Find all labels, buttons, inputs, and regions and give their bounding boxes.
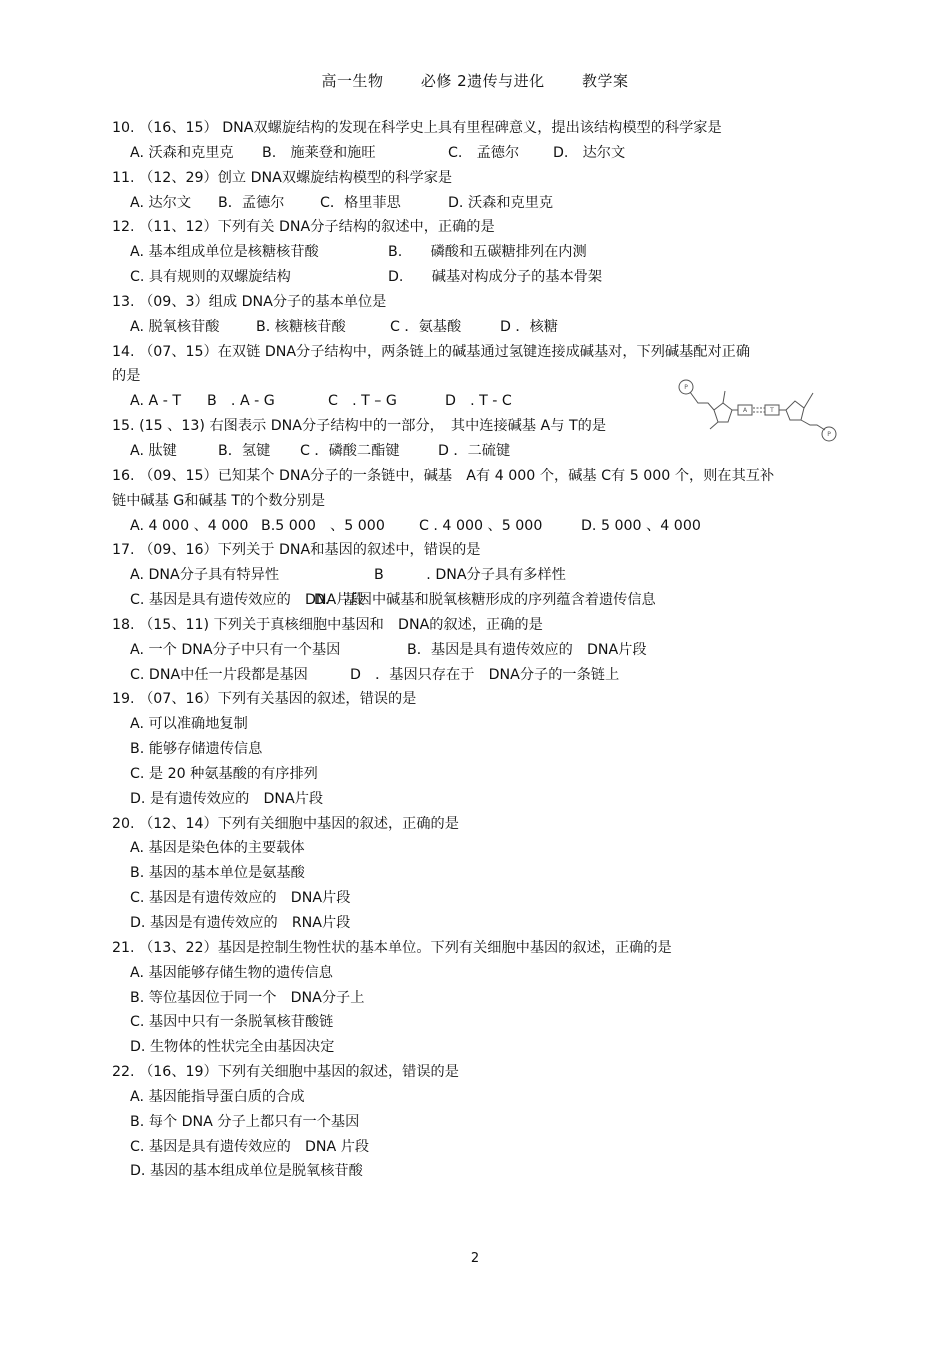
option-row <box>112 986 837 1011</box>
answer-option[interactable]: D. 达尔文 <box>553 144 626 161</box>
sugar-tail-right-top <box>804 393 813 408</box>
question-stem: 12. （11、12）下列有关 DNA分子结构的叙述中，正确的是 <box>112 219 495 236</box>
answer-option[interactable]: C ．氨基酸 <box>390 318 462 335</box>
answer-option[interactable]: C. DNA中任一片段都是基因 <box>130 666 308 683</box>
answer-option[interactable]: D ．核糖 <box>500 318 558 335</box>
question-stem: 17. （09、16）下列关于 DNA和基因的叙述中，错误的是 <box>112 542 481 559</box>
answer-option[interactable]: D ．基因只存在于 DNA分子的一条链上 <box>350 666 620 683</box>
answer-option[interactable]: D. 碱基对构成分子的基本骨架 <box>388 269 603 286</box>
answer-option[interactable]: B．孟德尔 <box>218 194 285 211</box>
answer-option[interactable]: B.5 000 、5 000 <box>261 517 385 534</box>
question-stem: 21. （13、22）基因是控制生物性状的基本单位。下列有关细胞中基因的叙述，正确的是 <box>112 939 672 956</box>
answer-option[interactable]: B. 等位基因位于同一个 DNA分子上 <box>130 989 365 1006</box>
option-row <box>112 638 837 663</box>
question-stem: 11. （12、29）创立 DNA双螺旋结构模型的科学家是 <box>112 169 453 186</box>
question-stem: 22. （16、19）下列有关细胞中基因的叙述，错误的是 <box>112 1064 459 1081</box>
base-label-a: A <box>742 407 748 414</box>
answer-option[interactable]: C. 基因是具有遗传效应的 DNA片段 <box>130 592 365 609</box>
page-number: 2 <box>470 1251 480 1266</box>
answer-option[interactable]: A. 一个 DNA分子中只有一个基因 <box>130 641 341 658</box>
answer-option[interactable]: B . A - G <box>207 393 275 410</box>
option-row <box>112 663 837 688</box>
answer-option[interactable]: B. 能够存储遗传信息 <box>130 741 263 758</box>
dna-structure-figure <box>676 373 841 445</box>
answer-option[interactable]: A. 脱氧核苷酸 <box>130 318 220 335</box>
answer-option[interactable]: D. 基因是有遗传效应的 RNA片段 <box>130 915 351 931</box>
option-row <box>112 1035 837 1060</box>
header-module: 必修 2遗传与进化 <box>420 72 545 90</box>
answer-option[interactable]: C . 4 000 、5 000 <box>419 517 543 534</box>
answer-option[interactable]: B. 基因的基本单位是氨基酸 <box>130 865 305 882</box>
answer-option[interactable]: A. 肽键 <box>130 442 177 459</box>
option-row <box>112 141 837 166</box>
answer-option[interactable]: B．基因是具有遗传效应的 DNA片段 <box>407 641 647 658</box>
question-list <box>112 116 837 1184</box>
answer-option[interactable]: A. 基因能指导蛋白质的合成 <box>130 1088 305 1105</box>
answer-option[interactable]: B. 核糖核苷酸 <box>256 318 346 335</box>
sugar-pentagon-right <box>786 401 804 420</box>
option-row <box>112 836 837 861</box>
option-row <box>112 1110 837 1135</box>
option-row <box>112 712 837 737</box>
option-row <box>112 1010 837 1035</box>
option-row <box>112 787 837 812</box>
answer-option[interactable]: C. 基因是有遗传效应的 DNA片段 <box>130 890 351 907</box>
answer-option[interactable]: B．氢键 <box>218 442 271 459</box>
answer-option[interactable]: C. 是 20 种氨基酸的有序排列 <box>130 765 318 782</box>
option-row <box>112 1159 837 1184</box>
header-kind: 教学案 <box>581 72 629 90</box>
question-stem: 14. （07、15）在双链 DNA分子结构中，两条链上的碱基通过氢键连接成碱基对，下列碱基配对正确 <box>112 343 751 360</box>
backbone-left <box>690 392 714 410</box>
answer-option[interactable]: A. 达尔文 <box>130 194 192 211</box>
sugar-tail-left-bottom <box>710 422 718 429</box>
answer-option[interactable]: D. 是有遗传效应的 DNA片段 <box>130 790 324 807</box>
answer-option[interactable]: D ．二硫键 <box>438 442 511 459</box>
option-row <box>112 1135 837 1160</box>
answer-option[interactable]: D . T - C <box>445 393 512 410</box>
option-row <box>112 588 837 613</box>
answer-option[interactable]: D. 生物体的性状完全由基因决定 <box>130 1039 335 1056</box>
sugar-pentagon-left <box>714 403 732 422</box>
answer-option[interactable]: D. 沃森和克里克 <box>448 194 554 211</box>
phosphate-label-right: P <box>827 431 831 438</box>
answer-option[interactable]: A. 基因是染色体的主要载体 <box>130 840 305 857</box>
answer-option[interactable]: B. 施莱登和施旺 <box>262 144 376 161</box>
option-row <box>112 563 837 588</box>
question-stem: 20. （12、14）下列有关细胞中基因的叙述，正确的是 <box>112 815 459 832</box>
question-stem: 16. （09、15）已知某个 DNA分子的一条链中，碱基 A有 4 000 个，碱基 C有 5 000 个，则在其互补 <box>112 467 775 484</box>
answer-option[interactable]: C. 孟德尔 <box>448 144 520 161</box>
answer-option[interactable]: D. 基因的基本组成单位是脱氧核苷酸 <box>130 1163 363 1180</box>
question-stem: 13. （09、3）组成 DNA分子的基本单位是 <box>112 293 387 310</box>
option-row <box>112 762 837 787</box>
page-header <box>0 70 950 91</box>
backbone-right <box>801 420 825 430</box>
option-row <box>112 514 837 539</box>
answer-option[interactable]: A. 基本组成单位是核糖核苷酸 <box>130 244 319 261</box>
answer-option[interactable]: C. 具有规则的双螺旋结构 <box>130 269 291 286</box>
option-row <box>112 1085 837 1110</box>
option-row <box>112 911 837 936</box>
option-row <box>112 191 837 216</box>
question-stem: 10. （16、15） DNA双螺旋结构的发现在科学史上具有里程碑意义，提出该结构模型的科学家是 <box>112 120 722 136</box>
answer-option[interactable]: B. 磷酸和五碳糖排列在内测 <box>388 244 587 261</box>
question-stem: 链中碱基 G和碱基 T的个数分别是 <box>112 492 326 509</box>
answer-option[interactable]: A. 4 000 、4 000 <box>130 517 249 534</box>
option-row <box>112 240 837 265</box>
answer-option[interactable]: A. 沃森和克里克 <box>130 144 234 161</box>
option-row <box>112 861 837 886</box>
answer-option[interactable]: A. 基因能够存储生物的遗传信息 <box>130 964 333 981</box>
option-row <box>112 315 837 340</box>
answer-option[interactable]: C ．磷酸二酯键 <box>300 442 400 459</box>
base-label-t: T <box>770 407 774 414</box>
answer-option[interactable]: A. 可以准确地复制 <box>130 716 248 733</box>
answer-option[interactable]: A. A - T <box>130 393 181 410</box>
answer-option[interactable]: D． 基因中碱基和脱氧核糖形成的序列蕴含着遗传信息 <box>314 592 656 609</box>
answer-option[interactable]: C. 基因中只有一条脱氧核苷酸链 <box>130 1014 334 1031</box>
header-course: 高一生物 <box>321 72 384 90</box>
question-stem: 19. （07、16）下列有关基因的叙述，错误的是 <box>112 691 417 708</box>
question-stem: 15. (15 、13) 右图表示 DNA分子结构中的一部分， 其中连接碱基 A与 T的是 <box>112 418 607 435</box>
phosphate-label-left: P <box>684 384 688 391</box>
option-row <box>112 886 837 911</box>
answer-option[interactable]: A. DNA分子具有特异性 <box>130 567 280 584</box>
answer-option[interactable]: D. 5 000 、4 000 <box>581 517 701 534</box>
answer-option[interactable]: B . DNA分子具有多样性 <box>374 567 566 584</box>
option-row <box>112 737 837 762</box>
question-stem: 的是 <box>112 368 141 385</box>
option-row <box>112 961 837 986</box>
sugar-tail-left-top <box>723 391 725 403</box>
question-stem: 18. （15、11) 下列关于真核细胞中基因和 DNA的叙述，正确的是 <box>112 616 543 633</box>
option-row <box>112 265 837 290</box>
answer-option[interactable]: B. 每个 DNA 分子上都只有一个基因 <box>130 1113 360 1130</box>
answer-option[interactable]: C . T – G <box>328 393 397 410</box>
answer-option[interactable]: C. 基因是具有遗传效应的 DNA 片段 <box>130 1138 370 1155</box>
answer-option[interactable]: C．格里菲思 <box>320 194 401 211</box>
